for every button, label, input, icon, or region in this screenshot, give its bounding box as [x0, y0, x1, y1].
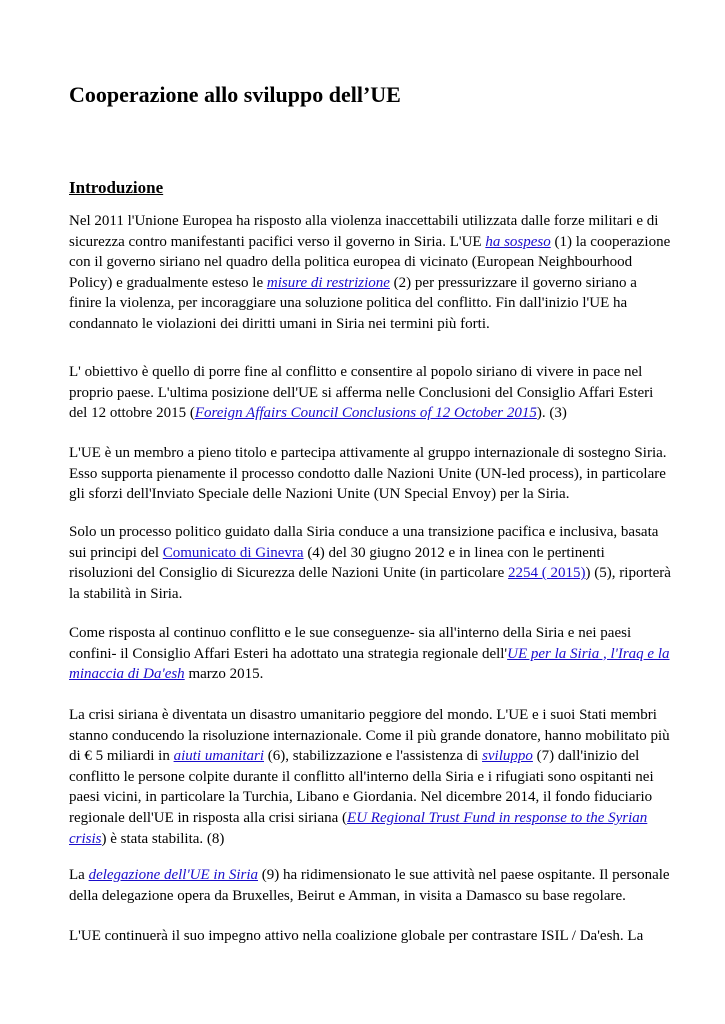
link-2254-2015[interactable]: 2254 ( 2015): [508, 565, 586, 582]
text-line: finire la violenza, per incoraggiare una soluzione politica del conflitto. Fin dall'inizio l'UE ha: [69, 295, 628, 312]
paragraph-1: [69, 211, 671, 335]
text-line: conflitto le persone colpite durante il conflitto all'interno della Siria e i rifugiati sono ospitanti nei: [69, 768, 654, 785]
text-line: della delegazione opera da Bruxelles, Beirut e Amman, in visita a Damasco su base regolare.: [69, 887, 626, 904]
paragraph-3: [69, 443, 667, 505]
link-minaccia-di-daesh[interactable]: minaccia di Da'esh: [69, 666, 185, 683]
text-line: del 12 ottobre 2015 (Foreign Affairs Council Conclusions of 12 October 2015). (3): [69, 405, 567, 422]
text-line: Come risposta al continuo conflitto e le sue conseguenze- sia all'interno della Siria e nei paesi: [69, 625, 632, 641]
link-eu-regional-trust-fund[interactable]: EU Regional Trust Fund in response to the Syrian: [347, 809, 648, 826]
text-line: stanno conducendo la risoluzione internazionale. Come il più grande donatore, hanno mobilitato più: [69, 727, 670, 744]
text-line: Policy) e gradualmente esteso le misure di restrizione (2) per pressurizzare il governo siriano a: [69, 274, 637, 291]
text-line: L'UE continuerà il suo impegno attivo nella coalizione globale per contrastare ISIL / Da'esh. La: [69, 928, 644, 944]
text-line: di € 5 miliardi in aiuti umanitari (6), stabilizzazione e l'assistenza di sviluppo (7) dall'inizio del: [69, 748, 640, 765]
paragraph-2: [69, 362, 659, 424]
text-line: con il governo siriano nel quadro della politica europea di vicinato (European Neighbourhood: [69, 254, 633, 271]
link-fac-conclusions[interactable]: Foreign Affairs Council Conclusions of 12 October 2015: [194, 405, 537, 422]
paragraph-8: [69, 926, 659, 947]
paragraph-4: [69, 522, 671, 604]
text-line: proprio paese. L'ultima posizione dell'UE si afferma nelle Conclusioni del Consiglio Affari Esteri: [69, 384, 654, 401]
link-delegazione-ue-siria[interactable]: delegazione dell'UE in Siria: [88, 867, 259, 883]
link-misure-di-restrizione[interactable]: misure di restrizione: [266, 274, 390, 291]
text-line: risoluzioni del Consiglio di Sicurezza delle Nazioni Unite (in particolare 2254 ( 2015)) (5), riporterà: [69, 565, 671, 582]
link-ue-siria-iraq-daesh[interactable]: UE per la Siria , l'Iraq e la: [507, 645, 670, 662]
text-line: Esso supporta pienamente il processo condotto dalle Nazioni Unite (UN-led process), in particolare: [69, 465, 666, 482]
section-heading-introduzione: Introduzione: [69, 178, 164, 197]
text-line: L'UE è un membro a pieno titolo e partecipa attivamente al gruppo internazionale di sostegno Siria.: [69, 445, 667, 461]
link-ha-sospeso[interactable]: ha sospeso: [485, 233, 551, 250]
page-title: Cooperazione allo sviluppo dell’UE: [69, 82, 401, 107]
text-line: la stabilità in Siria.: [69, 585, 183, 602]
text-line: sui principi del Comunicato di Ginevra (4) del 30 giugno 2012 e in linea con le pertinenti: [69, 544, 605, 561]
link-aiuti-umanitari[interactable]: aiuti umanitari: [173, 748, 265, 765]
text-line: condannato le violazioni dei diritti umani in Siria nei termini più forti.: [69, 315, 490, 332]
paragraph-6: [69, 705, 670, 849]
link-sviluppo[interactable]: sviluppo: [482, 748, 533, 765]
text-line: minaccia di Da'esh marzo 2015.: [69, 666, 264, 683]
text-line: sicurezza contro manifestanti pacifici verso il governo in Siria. L'UE ha sospeso (1) la cooperazione: [69, 233, 671, 250]
text-line: L' obiettivo è quello di porre fine al conflitto e consentire al popolo siriano di vivere in pace nel: [69, 364, 643, 380]
text-line: La delegazione dell'UE in Siria (9) ha ridimensionato le sue attività nel paese ospitante. Il personale: [69, 867, 670, 883]
text-line: Solo un processo politico guidato dalla Siria conduce a una transizione pacifica e inclusiva, basata: [69, 524, 659, 540]
text-line: Nel 2011 l'Unione Europea ha risposto alla violenza inaccettabili utilizzata dalle forze militari e di: [69, 213, 659, 229]
link-eu-regional-trust-fund-crisis[interactable]: crisis: [69, 830, 102, 847]
text-line: La crisi siriana è diventata un disastro umanitario peggiore del mondo. L'UE e i suoi Stati membri: [69, 707, 657, 723]
text-line: regionale dell'UE in risposta alla crisi siriana (EU Regional Trust Fund in response to the Syrian: [69, 809, 648, 826]
link-comunicato-di-ginevra[interactable]: Comunicato di Ginevra: [162, 544, 304, 561]
text-line: gli sforzi dell'Inviato Speciale delle Nazioni Unite (UN Special Envoy) per la Siria.: [69, 486, 570, 503]
paragraph-7: [69, 865, 670, 906]
text-line: confini- il Consiglio Affari Esteri ha adottato una strategia regionale dell'UE per la Siria , l'Iraq e la: [69, 645, 670, 662]
text-line: paesi vicini, in particolare la Turchia, Libano e Giordania. Nel dicembre 2014, il fondo fiduciario: [69, 789, 653, 806]
text-line: crisis) è stata stabilita. (8): [69, 830, 225, 847]
paragraph-5: [69, 623, 670, 685]
